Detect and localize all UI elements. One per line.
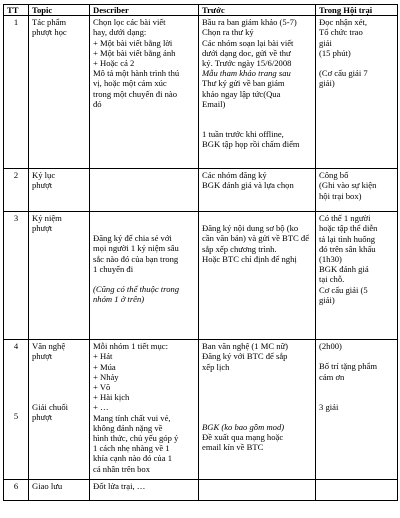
cell-line: không đánh nặng về <box>93 422 163 433</box>
cell-line: Tác phẩm <box>32 17 67 28</box>
header-row <box>4 5 398 16</box>
cell-line: + Hoặc cả 2 <box>93 58 135 69</box>
cell-line-italic: BGK (ko bao gồm mod) <box>202 421 285 432</box>
cell-line: cá nhân trên box <box>93 463 151 474</box>
cell-line: phượt <box>32 223 53 234</box>
cell-line: + … <box>93 402 109 413</box>
cell-line: (Ghi vào sự kiện <box>319 180 377 191</box>
header-before: Trước <box>199 5 316 16</box>
cell-line: Đăng ký với BTC để sắp <box>202 351 288 362</box>
cell-line: BGK đánh giá và lựa chọn <box>202 180 294 191</box>
header-during: Trong Hội trại <box>316 5 398 16</box>
cell-line: hình thức, chủ yếu góp ý <box>93 433 179 444</box>
cell-line: đó <box>93 98 102 109</box>
cell-line: Email) <box>202 98 226 109</box>
cell-line: Tổ chức trao <box>319 27 363 38</box>
cell-line: + Võ <box>93 382 111 393</box>
cell-line: 1 tuần trước khi offline, <box>202 129 284 140</box>
cell-line: xếp lịch <box>202 361 230 372</box>
cell-line: email kín về BTC <box>202 442 264 453</box>
topic-cell <box>29 212 90 340</box>
row-number: 3 <box>4 212 29 340</box>
cell-line: Đăng ký để chia sẻ với <box>93 233 172 244</box>
cell-line: Giao lưu <box>32 481 63 492</box>
cell-line: hội trại box) <box>319 190 362 201</box>
table-row <box>4 212 398 340</box>
cell-line: hoặc tập thể diễn <box>319 223 378 234</box>
cell-line: Bầu ra ban giám khảo (5-7) <box>202 17 297 28</box>
cell-line: Chọn lọc các bài viết <box>93 17 166 28</box>
cell-line: sắc nào đó của bạn trong <box>93 253 179 264</box>
cell-line: Mang tính chất vui vẻ, <box>93 412 171 423</box>
header-tt: TT <box>4 5 29 16</box>
table-row <box>4 169 398 212</box>
row-number-4: 4 <box>13 341 19 352</box>
cell-line-italic: nhóm 1 ở trên) <box>93 294 145 305</box>
cell-line: tại chỗ. <box>319 274 345 285</box>
cell-line-italic: (Cũng có thể thuộc trong <box>93 284 180 295</box>
cell-line: (2h00) <box>319 341 342 352</box>
cell-line: giải) <box>319 294 335 305</box>
table-row <box>4 16 398 169</box>
during-cell <box>316 480 398 501</box>
header-topic: Topic <box>29 5 90 16</box>
describer-cell <box>90 340 199 480</box>
header-describer: Describer <box>90 5 199 16</box>
cell-line: hay, dưới dạng: <box>93 27 147 38</box>
cell-line: Ban văn nghệ (1 MC nữ) <box>202 341 289 352</box>
cell-line: Các nhóm soạn lại bài viết <box>202 37 294 48</box>
cell-line: ký. Trước ngày 15/6/2008 <box>202 58 292 69</box>
cell-line: Kỷ niệm <box>32 213 62 224</box>
cell-line: phượt <box>32 351 53 362</box>
topic-cell <box>29 480 90 501</box>
during-cell <box>316 16 398 169</box>
cell-line: phượt <box>32 411 53 422</box>
row-number: 1 <box>4 16 29 169</box>
cell-line: Có thể 1 người <box>319 213 371 224</box>
cell-line: Chọn ra thư ký <box>202 27 254 38</box>
cell-line: + Một bài viết bằng ảnh <box>93 47 176 58</box>
cell-line: (Cơ cấu giải 7 <box>319 68 368 79</box>
during-cell <box>316 169 398 212</box>
cell-line: Kỷ lục <box>32 170 56 181</box>
cell-line: BGK đánh giá <box>319 264 369 275</box>
before-cell <box>199 212 316 340</box>
camp-plan-table <box>3 4 398 501</box>
topic-cell <box>29 169 90 212</box>
during-cell <box>316 340 398 480</box>
cell-line: tả lại tình huống <box>319 233 376 244</box>
cell-line: Đọc nhận xét, <box>319 17 367 28</box>
describer-cell <box>90 16 199 169</box>
row-number: 2 <box>4 169 29 212</box>
before-cell <box>199 480 316 501</box>
cell-line: cảm ơn <box>319 371 345 382</box>
during-cell <box>316 212 398 340</box>
cell-line: trong một chuyến đi nào <box>93 88 178 99</box>
cell-line: + Hát <box>93 351 113 362</box>
table-row <box>4 480 398 501</box>
row-number-5: 5 <box>13 411 19 422</box>
cell-line: sắp xếp chương trình. <box>202 243 277 254</box>
describer-cell <box>90 169 199 212</box>
cell-line: phượt học <box>32 27 67 38</box>
describer-cell <box>90 212 199 340</box>
cell-line: Đốt lửa trại, … <box>93 481 146 492</box>
cell-line: Đề xuất qua mạng hoặc <box>202 432 284 443</box>
cell-line: Các nhóm đăng ký <box>202 170 267 181</box>
cell-line: Mô tả một hành trình thú <box>93 68 180 79</box>
table-row <box>4 340 398 480</box>
cell-line-italic: Mẫu tham khảo trang sau <box>202 68 291 79</box>
cell-line: dưới dạng doc, gửi về thư <box>202 47 291 58</box>
cell-line: Công bố <box>319 170 349 181</box>
cell-line: giải) <box>319 78 335 89</box>
cell-line: phượt <box>32 180 53 191</box>
cell-line: đó trên sân khấu <box>319 243 376 254</box>
cell-line: mọi người 1 kỷ niệm sâu <box>93 243 179 254</box>
describer-cell <box>90 480 199 501</box>
cell-line: + Hài kịch <box>93 392 130 403</box>
cell-line: Đăng ký nội dung sơ bộ (ko <box>202 223 299 234</box>
cell-line: Hoặc BTC chỉ định để nghị <box>202 253 297 264</box>
cell-line: cần văn bản) và gửi về BTC để <box>202 233 310 244</box>
cell-line: khảo ngay lập tức(Qua <box>202 88 281 99</box>
cell-line: 1 chuyến đi <box>93 263 134 274</box>
cell-line: 3 giải <box>319 401 339 412</box>
cell-line: Thư ký gửi về ban giám <box>202 78 285 89</box>
cell-line: vị, hoặc một cảm xúc <box>93 78 167 89</box>
cell-line: Cơ cấu giải (5 <box>319 284 368 295</box>
topic-cell <box>29 16 90 169</box>
row-number <box>4 340 29 480</box>
cell-line: + Nhảy <box>93 371 119 382</box>
cell-line: + Một bài viết bằng lời <box>93 37 173 48</box>
cell-line: (15 phút) <box>319 47 351 58</box>
cell-line: Giải chuối <box>32 401 69 412</box>
cell-line: 1 cách nhẹ nhàng về 1 <box>93 443 170 454</box>
topic-cell <box>29 340 90 480</box>
before-cell <box>199 169 316 212</box>
cell-line: BGK tập họp rồi chấm điểm <box>202 139 300 150</box>
cell-line: Văn nghệ <box>32 341 66 352</box>
cell-line: (1h30) <box>319 254 342 265</box>
cell-line: khía cạnh nào đó của 1 <box>93 453 172 464</box>
row-number: 6 <box>4 480 29 501</box>
before-cell <box>199 16 316 169</box>
cell-line: Mỗi nhóm 1 tiết mục: <box>93 341 168 352</box>
cell-line: Bố trí tặng phẩm <box>319 361 377 372</box>
cell-line: giải <box>319 37 332 48</box>
cell-line: + Múa <box>93 361 116 372</box>
before-cell <box>199 340 316 480</box>
